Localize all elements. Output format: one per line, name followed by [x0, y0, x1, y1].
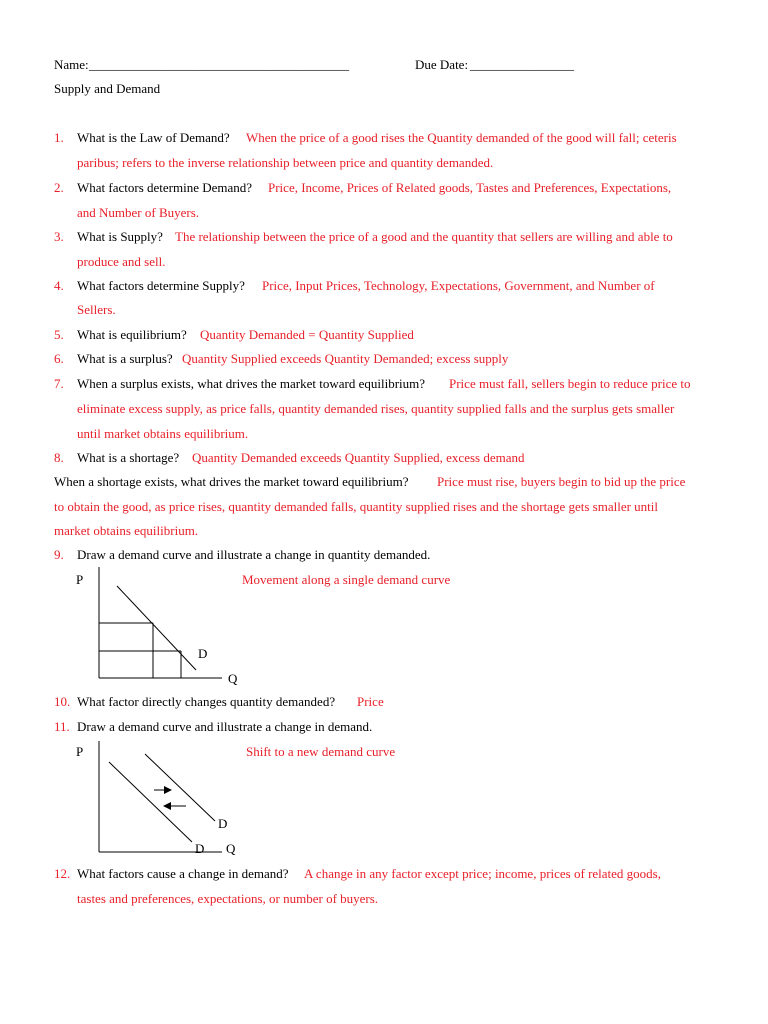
answer-text: The relationship between the price of a good and the quantity that sellers are willing and able to: [175, 229, 673, 244]
worksheet-title: Supply and Demand: [54, 81, 161, 96]
question-text: What is a shortage?: [77, 450, 180, 465]
answer-text: Price: [357, 694, 384, 709]
answer-text: Sellers.: [77, 302, 116, 317]
answer-text: to obtain the good, as price rises, quantity demanded falls, quantity supplied rises and the shortage gets smaller until: [54, 499, 659, 514]
answer-text: eliminate excess supply, as price falls, quantity demanded rises, quantity supplied falls and the surplus gets smaller: [77, 401, 675, 416]
graph1-demand-curve: [117, 586, 196, 670]
question-number: 8.: [54, 450, 64, 465]
question-text: What factors determine Demand?: [77, 180, 253, 195]
answer-text: tastes and preferences, expectations, or number of buyers.: [77, 891, 379, 906]
graph2-caption: Shift to a new demand curve: [246, 744, 396, 759]
graph1-caption: Movement along a single demand curve: [242, 572, 451, 587]
question-number: 11.: [54, 719, 70, 734]
question-number: 1.: [54, 130, 64, 145]
question-text: When a shortage exists, what drives the market toward equilibrium?: [54, 474, 409, 489]
question-number: 12.: [54, 866, 71, 881]
graph2-demand-curve-original: [109, 762, 192, 842]
question-text: Draw a demand curve and illustrate a change in demand.: [77, 719, 373, 734]
graph2-demand-label-original: D: [195, 841, 205, 856]
answer-text: and Number of Buyers.: [77, 205, 200, 220]
answer-text: Quantity Demanded exceeds Quantity Supplied, excess demand: [192, 450, 525, 465]
question-text: What factor directly changes quantity demanded?: [77, 694, 336, 709]
answer-text: Quantity Supplied exceeds Quantity Demanded; excess supply: [182, 351, 509, 366]
graph1-p-axis-label: P: [76, 572, 84, 587]
question-text: What factors determine Supply?: [77, 278, 245, 293]
question-text: What is a surplus?: [77, 351, 173, 366]
answer-text: paribus; refers to the inverse relationship between price and quantity demanded.: [77, 155, 494, 170]
graph1-q-axis-label: Q: [228, 671, 238, 686]
question-text: When a surplus exists, what drives the market toward equilibrium?: [77, 376, 426, 391]
question-number: 6.: [54, 351, 64, 366]
question-text: What is the Law of Demand?: [77, 130, 230, 145]
answer-text: Price must rise, buyers begin to bid up the price: [437, 474, 686, 489]
answer-text: market obtains equilibrium.: [54, 523, 199, 538]
answer-text: Price must fall, sellers begin to reduce price to: [449, 376, 691, 391]
due-date-label: Due Date:: [415, 57, 469, 72]
question-number: 3.: [54, 229, 64, 244]
question-text: What is equilibrium?: [77, 327, 187, 342]
question-text: What factors cause a change in demand?: [77, 866, 289, 881]
question-text: What is Supply?: [77, 229, 163, 244]
answer-text: Quantity Demanded = Quantity Supplied: [200, 327, 414, 342]
question-text: Draw a demand curve and illustrate a change in quantity demanded.: [77, 547, 431, 562]
answer-text: produce and sell.: [77, 254, 166, 269]
graph2-q-axis-label: Q: [226, 841, 236, 856]
due-date-blank[interactable]: ________________: [470, 57, 574, 72]
graph2-demand-label-new: D: [218, 816, 228, 831]
question-number: 5.: [54, 327, 64, 342]
answer-text: until market obtains equilibrium.: [77, 426, 249, 441]
answer-text: Price, Income, Prices of Related goods, Tastes and Preferences, Expectations,: [268, 180, 672, 195]
question-number: 7.: [54, 376, 64, 391]
question-number: 2.: [54, 180, 64, 195]
answer-text: When the price of a good rises the Quantity demanded of the good will fall; ceteris: [246, 130, 677, 145]
question-number: 10.: [54, 694, 71, 709]
name-label: Name:: [54, 57, 89, 72]
question-number: 4.: [54, 278, 64, 293]
question-number: 9.: [54, 547, 64, 562]
name-blank[interactable]: ________________________________________: [89, 57, 349, 72]
graph1-demand-label: D: [198, 646, 208, 661]
answer-text: Price, Input Prices, Technology, Expectations, Government, and Number of: [262, 278, 655, 293]
graph2-p-axis-label: P: [76, 744, 84, 759]
graph2-demand-curve-new: [145, 754, 215, 821]
answer-text: A change in any factor except price; income, prices of related goods,: [304, 866, 661, 881]
